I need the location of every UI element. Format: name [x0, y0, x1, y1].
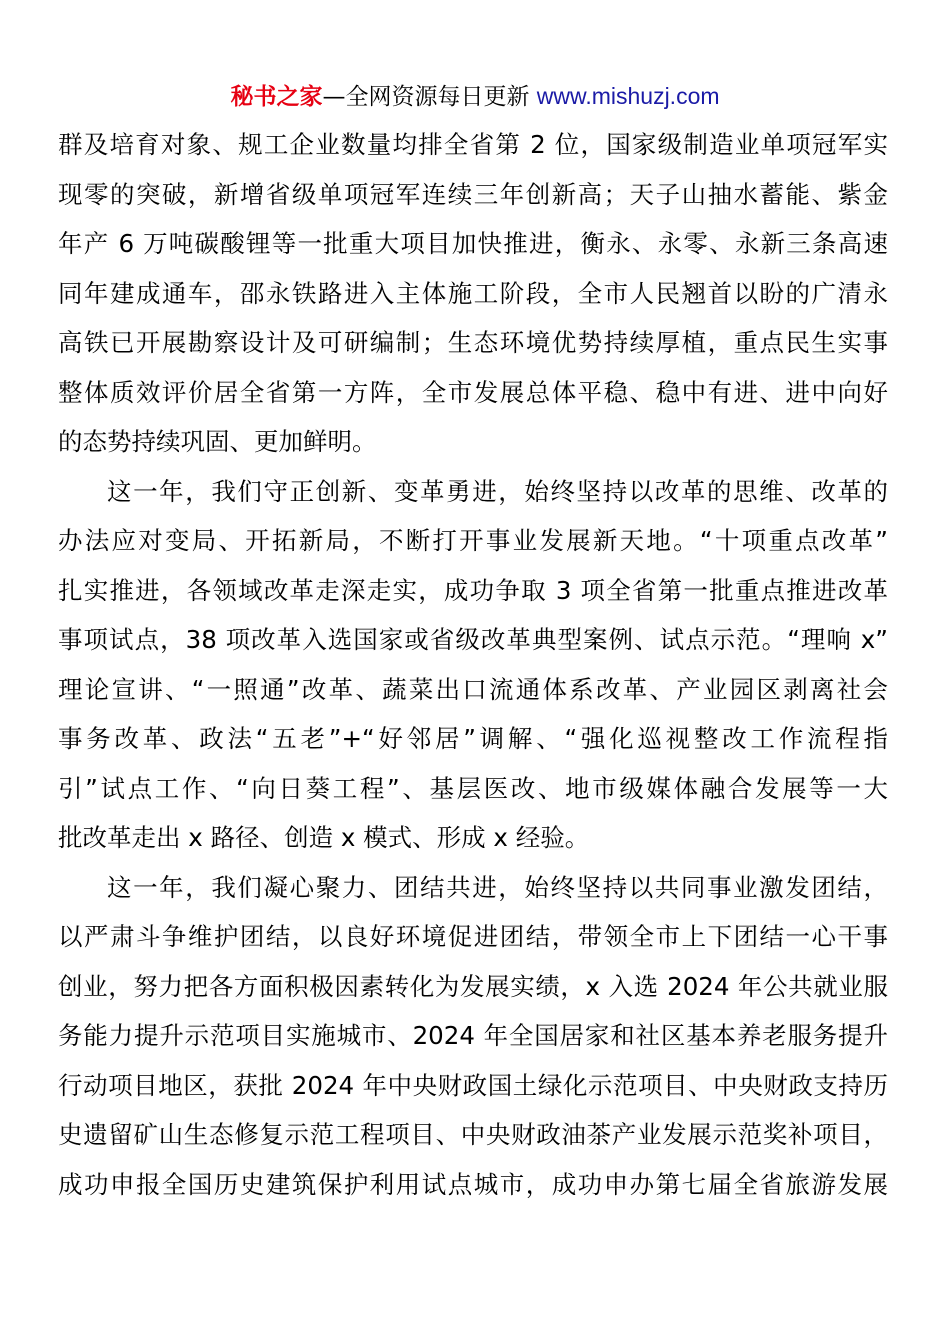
text-line: 以严肃斗争维护团结，以良好环境促进团结，带领全市上下团结一心干事 [58, 922, 888, 951]
text-line: 高铁已开展勘察设计及可研编制；生态环境优势持续厚植，重点民生实事 [58, 328, 888, 357]
text-line: 群及培育对象、规工企业数量均排全省第 2 位，国家级制造业单项冠军实 [58, 130, 888, 159]
site-url[interactable]: www.mishuzj.com [536, 83, 720, 109]
site-tagline: —全网资源每日更新 [322, 84, 537, 110]
text-line: 史遗留矿山生态修复示范工程项目、中央财政油茶产业发展示范奖补项目， [58, 1120, 888, 1149]
site-header [0, 80, 950, 113]
text-line: 引”试点工作、“向日葵工程”、基层医改、地市级媒体融合发展等一大 [58, 773, 888, 803]
text-line: 扎实推进，各领域改革走深走实，成功争取 3 项全省第一批重点推进改革 [58, 575, 888, 605]
text-line: 现零的突破，新增省级单项冠军连续三年创新高；天子山抽水蓄能、紫金 [58, 179, 888, 209]
paragraph-start-line: 这一年，我们凝心聚力、团结共进，始终坚持以共同事业激发团结， [107, 872, 888, 902]
text-line: 年产 6 万吨碳酸锂等一批重大项目加快推进，衡永、永零、永新三条高速 [58, 229, 888, 258]
text-line: 务能力提升示范项目实施城市、2024 年全国居家和社区基本养老服务提升 [58, 1021, 888, 1050]
site-brand: 秘书之家 [230, 84, 323, 110]
document-body [58, 120, 888, 1209]
text-line: 创业，努力把各方面积极因素转化为发展实绩，x 入选 2024 年公共就业服 [58, 971, 888, 1001]
text-line: 办法应对变局、开拓新局，不断打开事业发展新天地。“十项重点改革” [58, 526, 888, 555]
text-line: 成功申报全国历史建筑保护利用试点城市，成功申办第七届全省旅游发展 [58, 1169, 888, 1199]
text-line: 理论宣讲、“一照通”改革、蔬菜出口流通体系改革、产业园区剥离社会 [58, 674, 888, 704]
text-line: 事务改革、政法“五老”+“好邻居”调解、“强化巡视整改工作流程指 [58, 724, 888, 753]
text-line: 的态势持续巩固、更加鲜明。 [58, 427, 377, 456]
text-line: 同年建成通车，邵永铁路进入主体施工阶段，全市人民翘首以盼的广清永 [58, 278, 888, 308]
text-line: 事项试点，38 项改革入选国家或省级改革典型案例、试点示范。“理响 x” [58, 625, 888, 654]
text-line: 整体质效评价居全省第一方阵，全市发展总体平稳、稳中有进、进中向好 [58, 377, 888, 407]
paragraph-start-line: 这一年，我们守正创新、变革勇进，始终坚持以改革的思维、改革的 [107, 476, 888, 506]
text-line: 批改革走出 x 路径、创造 x 模式、形成 x 经验。 [58, 823, 590, 852]
text-line: 行动项目地区，获批 2024 年中央财政国土绿化示范项目、中央财政支持历 [58, 1070, 888, 1100]
